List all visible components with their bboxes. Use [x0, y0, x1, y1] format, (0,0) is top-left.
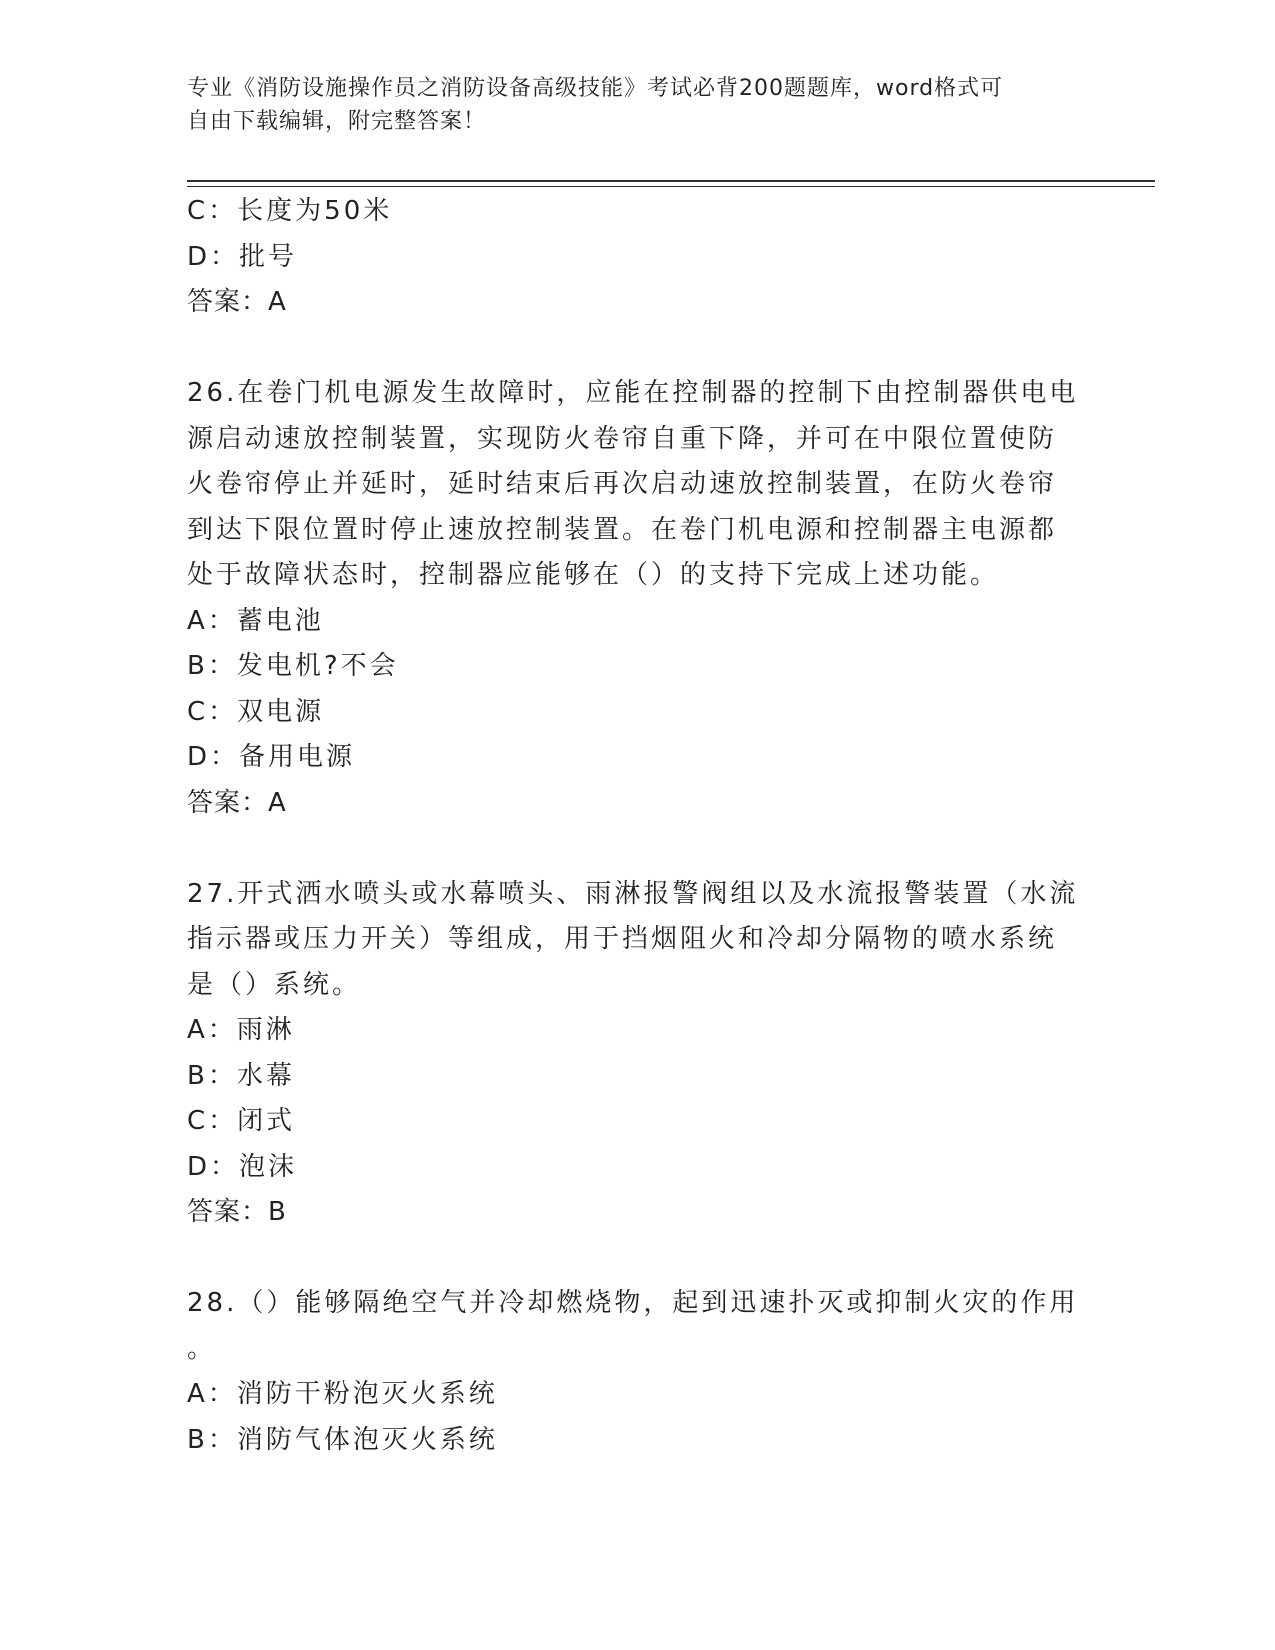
- question-stem-line: 火卷帘停止并延时，延时结束后再次启动速放控制装置，在防火卷帘: [187, 469, 1058, 499]
- header-line-2: 自由下载编辑，附完整答案！: [187, 109, 487, 134]
- question-stem-line: 28.（）能够隔绝空气并冷却燃烧物，起到迅速扑灭或抑制火灾的作用: [187, 1288, 1079, 1318]
- answer: 答案：A: [187, 287, 287, 317]
- option-b: B：水幕: [187, 1060, 295, 1091]
- option-a: A：消防干粉泡灭火系统: [187, 1379, 498, 1409]
- header-rule-thick: [187, 180, 1155, 182]
- document-header: [187, 72, 1067, 138]
- header-rule-thin: [187, 186, 1155, 187]
- answer: 答案：A: [187, 787, 287, 818]
- header-line-1: 专业《消防设施操作员之消防设备高级技能》考试必背200题题库，word格式可: [187, 76, 1004, 101]
- question-26: [187, 371, 1087, 826]
- option-c: C：闭式: [187, 1106, 296, 1136]
- option-d: D：备用电源: [187, 742, 356, 772]
- option-a: A：雨淋: [187, 1015, 295, 1045]
- question-stem-line: 。: [187, 1333, 217, 1364]
- question-28: [187, 1281, 1087, 1463]
- option-d: D：泡沫: [187, 1151, 298, 1182]
- question-stem-line: 源启动速放控制装置，实现防火卷帘自重下降，并可在中限位置使防: [187, 423, 1058, 454]
- option-b: B：消防气体泡灭火系统: [187, 1424, 498, 1455]
- option-b: B：发电机?不会: [187, 651, 399, 681]
- option-d: D：批号: [187, 241, 298, 272]
- option-c: C：双电源: [187, 696, 325, 727]
- question-stem-line: 指示器或压力开关）等组成，用于挡烟阻火和冷却分隔物的喷水系统: [187, 924, 1058, 954]
- spacer: [187, 826, 1087, 872]
- question-27: [187, 872, 1087, 1236]
- answer: 答案：B: [187, 1197, 287, 1227]
- question-stem-line: 处于故障状态时，控制器应能够在（）的支持下完成上述功能。: [187, 560, 1000, 590]
- question-25-tail: [187, 189, 1087, 326]
- question-stem-line: 到达下限位置时停止速放控制装置。在卷门机电源和控制器主电源都: [187, 514, 1058, 545]
- spacer: [187, 326, 1087, 372]
- option-a: A：蓄电池: [187, 605, 324, 636]
- document-body: [187, 189, 1087, 1463]
- question-stem-line: 27.开式洒水喷头或水幕喷头、雨淋报警阀组以及水流报警装置（水流: [187, 878, 1079, 909]
- question-stem-line: 是（）系统。: [187, 969, 362, 1000]
- spacer: [187, 1236, 1087, 1282]
- question-stem-line: 26.在卷门机电源发生故障时，应能在控制器的控制下由控制器供电电: [187, 378, 1079, 408]
- option-c: C：长度为50米: [187, 196, 393, 226]
